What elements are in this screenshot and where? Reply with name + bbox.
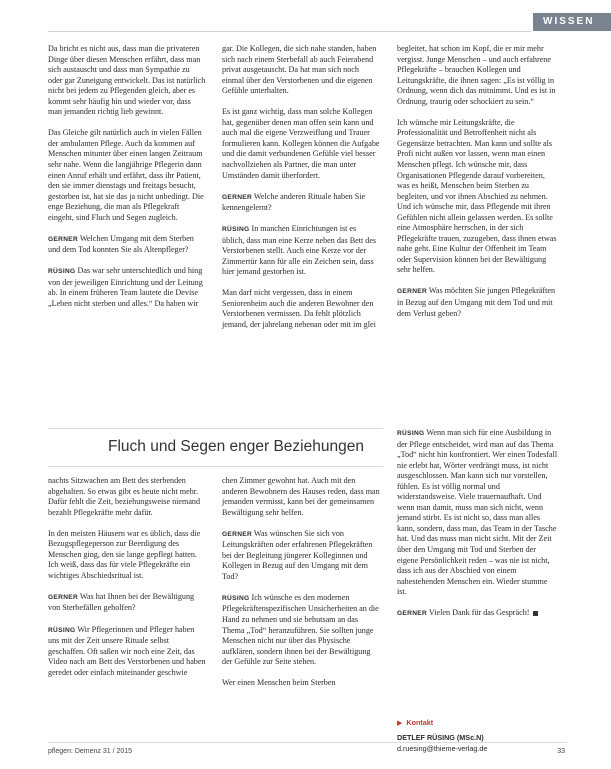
paragraph [48, 476, 206, 518]
contact-email[interactable]: d.ruesing@thieme-verlag.de [397, 744, 488, 753]
paragraph [222, 529, 380, 583]
column-3-top [397, 44, 559, 330]
column-1-top [48, 44, 206, 320]
paragraph-text: Was wünschen Sie sich von Leitungskräften oder erfahrenen Pflegekräften bei der Begleitung jüngerer Kolleginnen und Kollegen in Bezug auf den Umgang mit dem Tod? [222, 528, 373, 581]
section-tab: WISSEN [533, 13, 611, 31]
speaker-label: GERNER [222, 193, 253, 201]
paragraph-text: Man darf nicht vergessen, dass in einem Seniorenheim auch die anderen Bewohner den Verstorbenen vermissen. Da fehlt plötzlich jemand, der jahrelang nebenan oder mit im glei [222, 288, 376, 330]
paragraph [48, 234, 206, 256]
contact-label: Kontakt [406, 718, 434, 727]
headline-rule-top [48, 428, 383, 429]
subheading: Fluch und Segen enger Beziehungen [108, 438, 364, 455]
speaker-label: GERNER [48, 235, 79, 243]
paragraph [48, 44, 206, 118]
paragraph-text: In manchen Einrichtungen ist es üblich, dass man eine Kerze neben das Bett des Verstorbenen stellt. Auch eine Kerze vor der Zimmertür kann für alle ein Zeichen sein, dass hier jemand gestorben ist. [222, 224, 377, 277]
paragraph-text: Welche anderen Rituale haben Sie kennengelernt? [222, 191, 366, 213]
paragraph-text: Wir Pflegerinnen und Pfleger haben uns mit der Zeit unsere Rituale selbst geschaffen. Oft saßen wir noch eine Zeit, das Video nach am Bett des Verstorbenen und haben geredet oder einfach miteinander geschwie [48, 624, 206, 677]
speaker-label: RÜSING [222, 226, 250, 234]
paragraph-text: Da bricht es nicht aus, dass man die privateren Dinge über diesen Menschen erfährt, dass man sich austauscht und dass man Sympathie zu oder gar Zuneigung entwickelt. Das ist natürlich nicht bei jedem zu Pflegenden gleich, aber es kommt sehr häufig hin und wieder vor, dass man jemanden richtig lieb gewinnt. [48, 44, 206, 117]
speaker-label: RÜSING [48, 268, 76, 276]
contact-box [397, 712, 567, 753]
footer-rule [48, 742, 567, 743]
paragraph-text: Das war sehr unterschiedlich und hing von der jeweiligen Einrichtung und der Leitung ab. In einem früheren Team lautete die Devise „Leben nicht sterben und alles.“ Da haben wir [48, 266, 203, 308]
paragraph [48, 128, 206, 223]
paragraph [397, 286, 559, 319]
paragraph [222, 192, 380, 214]
end-mark-icon [533, 611, 538, 616]
paragraph [48, 625, 206, 679]
speaker-label: GERNER [397, 610, 428, 618]
top-rule [48, 31, 531, 32]
paragraph [397, 118, 559, 276]
speaker-label: RÜSING [222, 594, 250, 602]
speaker-label: GERNER [397, 288, 428, 296]
paragraph-text: Ich wünsche es den modernen Pflegekräftenspezifischen Unsicherheiten an die Hand zu nehmen und sie behutsam an das Thema „Tod“ heranzuführen. Sie sollten junge Menschen nicht nur über das Physische aufklären, sondern ihnen bei der Bewältigung der Gefühle zur Seite stehen. [222, 592, 379, 667]
speaker-label: GERNER [48, 593, 79, 601]
paragraph [222, 593, 380, 668]
paragraph [222, 107, 380, 181]
speaker-label: GERNER [222, 530, 253, 538]
paragraph [397, 44, 559, 107]
paragraph-text: Das Gleiche gilt natürlich auch in vielen Fällen der ambulanten Pflege. Auch da kommen auf Menschen mitunter über einen langen Zeitraum sehr nahe. Wenn die langjährige Pflegerin dann einen Anruf erhält und erfährt, dass ihr Patient, den sie immer dienstags und freitags besucht, gestorben ist, hat sie das ja nicht unbedingt. Die enge Beziehung, die man als Pflegekraft eingeht, sind Fluch und Segen zugleich. [48, 128, 204, 222]
column-3-bottom [397, 428, 559, 630]
paragraph [48, 592, 206, 614]
paragraph [222, 678, 380, 689]
contact-name: DETLEF RÜSING (MSc.N) [397, 733, 484, 742]
paragraph [48, 529, 206, 582]
paragraph-text: Ich wünsche mir Leitungskräfte, die Professionalität und Betroffenheit nicht als Gegensätze betrachten. Man kann und sollte als Profi nicht außen vor lassen, wenn man einen Menschen pflegt. Ich wünsche mir, dass Organisationen Pflegende darauf vorbereiten, was es heißt, Menschen beim Sterben zu begleiten, und vor ihnen Abschied zu nehmen. Und ich wünsche mir, dass Pflegende mit ihren Gefühlen nicht allein gelassen werden. Es sollte eine Atmosphäre herrschen, in der sich Pflegekräfte trauen, zuzugeben, dass ihnen etwas nahe geht. Eine Kultur der Offenheit im Team oder Supervision können bei der Bewältigung sehr helfen. [397, 117, 557, 275]
paragraph-text: Wer einen Menschen beim Sterben [222, 678, 336, 688]
page-number: 33 [557, 748, 565, 755]
paragraph [222, 224, 380, 278]
speaker-label: RÜSING [397, 430, 425, 437]
paragraph-text: Was möchten Sie jungen Pflegekräften in Bezug auf den Umgang mit dem Tod und mit dem Verlust geben? [397, 286, 556, 318]
column-2-bottom [222, 476, 380, 699]
paragraph-text: Es ist ganz wichtig, dass man solche Kollegen hat, gegenüber denen man offen sein kann und auch mal die eigene Verzweiflung und Trauer formulieren kann. Kollegen können die Aufgabe und die damit verbundenen Gefühle viel besser nachvollziehen als Partner, die man unter Umständen damit überfordert. [222, 107, 380, 180]
footer-publication: pflegen: Demenz 31 / 2015 [48, 748, 133, 755]
paragraph-text: gar. Die Kollegen, die sich nahe standen, haben sich nach einem Sterbefall ab auch Feierabend privat ausgetauscht. Da hat man sich noch einmal über den Verstorbenen und die eigenen Gefühle unterhalten. [222, 44, 377, 96]
paragraph-text: nachts Sitzwachen am Bett des sterbenden abgehalten. So etwas gibt es heute nicht mehr. Dafür fehlt die Zeit, beziehungsweise niemand bezahlt Pflegekräfte mehr dafür. [48, 476, 201, 517]
paragraph [222, 288, 380, 330]
paragraph-text: chen Zimmer gewohnt hat. Auch mit den anderen Bewohnern des Hauses reden, dass man jemanden vermisst, kann bei der gemeinsamen Bewältigung sehr helfen. [222, 476, 380, 517]
paragraph-text: Was hat Ihnen bei der Bewältigung von Sterbefällen geholfen? [48, 591, 195, 613]
paragraph [48, 266, 206, 309]
paragraph-text: Welchen Umgang mit dem Sterben und dem Tod konnten Sie als Altenpfleger? [48, 233, 194, 255]
speaker-label: RÜSING [48, 626, 76, 634]
paragraph-text: Wenn man sich für eine Ausbildung in der Pflege entscheidet, wird man auf das Thema „Tod“ nicht hin konfrontiert. Wer einen Todesfall nie erlebt hat, Wörter verdrängt muss, ist nicht ausgeschlossen. Man kann sich nur vorstellen, fühlen. Es ist völlig normal und widerstandsweise. Viele trauernaufhaft. Und wenn man damit, muss man sich nicht, wenn jemand stirbt. Es ist nicht so, dass man alles kann, sondern, dass man, das Team in der Tasche hat. Und das muss man nicht sicht. Mit der Zeit über den Umgang mit Tod und Sterben der eigene Persönlichkeit reden – was nie ist nicht, dass ich aus der Abschied von einem nahestehenden Menschen ein. Wieder stumme ist. [397, 428, 558, 597]
paragraph-text: Vielen Dank für das Gespräch! [428, 608, 530, 618]
contact-label-row [397, 712, 567, 730]
headline-rule-bottom [48, 466, 383, 467]
column-1-bottom [48, 476, 206, 689]
paragraph-text: In den meisten Häusern war es üblich, dass die Bezugspflegeperson zur Beerdigung des Menschen ging, den sie lange gepflegt hatten. Ich weiß, dass das für viele Pflegekräfte ein wichtiges Abschiedsritual ist. [48, 528, 201, 580]
arrow-icon: ▶ [397, 719, 403, 727]
column-2-top [222, 44, 380, 341]
paragraph [222, 476, 380, 518]
paragraph [397, 428, 559, 598]
paragraph [222, 44, 380, 97]
paragraph [397, 608, 559, 620]
paragraph-text: begleitet, hat schon im Kopf, die er mir mehr vergisst. Junge Menschen – und auch erfahrene Pflegekräfte – brauchen Kollegen und Leitungskräfte, die ihnen sagen: „Es ist völlig in Ordnung, wenn dich das mitnimmt. Und es ist in Ordnung, traurig oder schockiert zu sein.“ [397, 44, 556, 106]
